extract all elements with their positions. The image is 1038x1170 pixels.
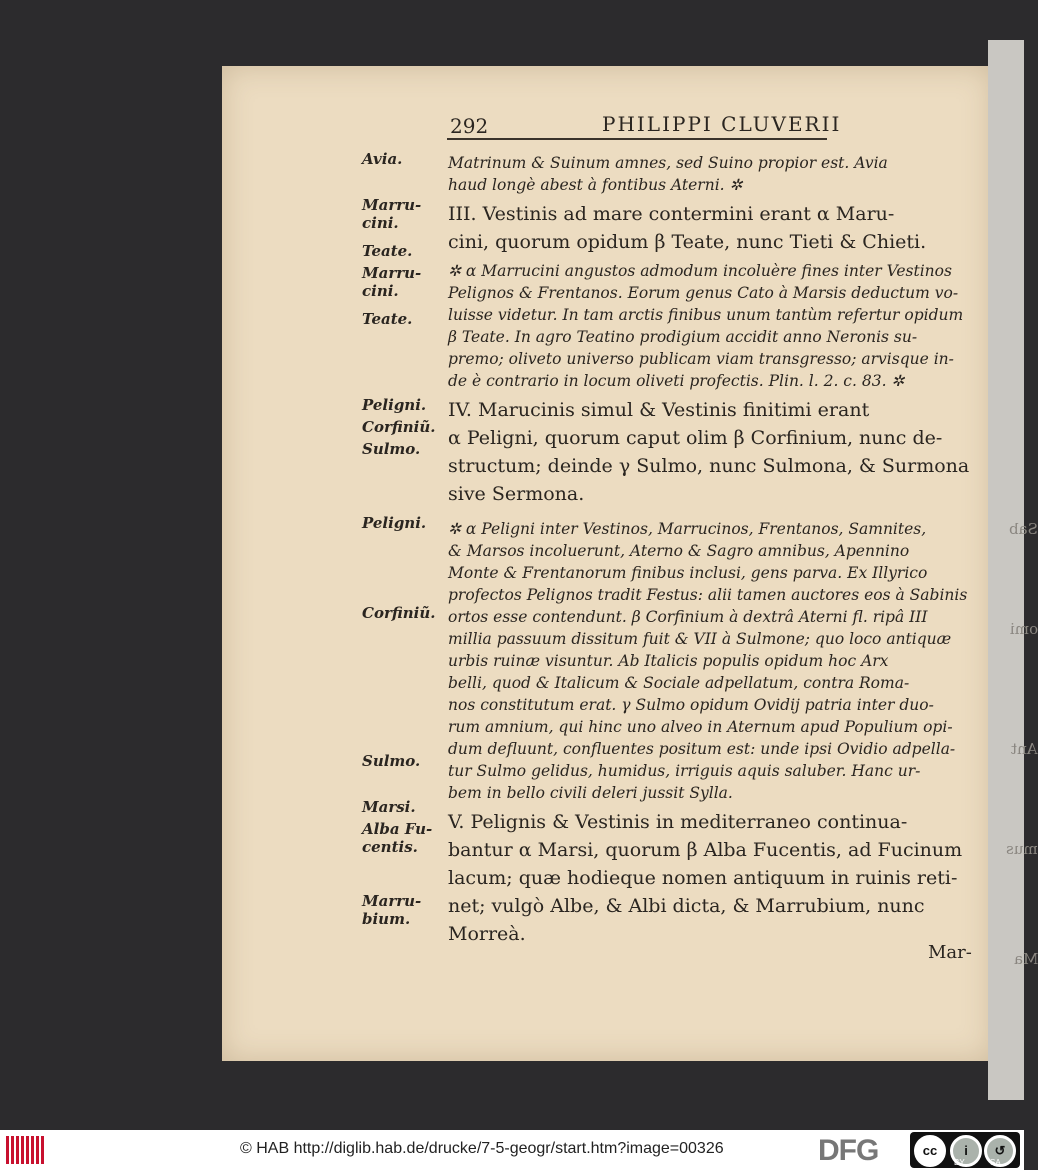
text-line: rum amnium, qui hinc uno alveo in Aternum apud Populium opi-: [448, 718, 953, 736]
text-line: sive Sermona.: [448, 483, 585, 505]
text-line: bem in bello civili deleri jussit Sylla.: [448, 784, 733, 802]
license-by-label: BY: [954, 1158, 965, 1167]
margin-note: Alba Fu- centis.: [362, 820, 433, 856]
text-line: bantur α Marsi, quorum β Alba Fucentis, ad Fucinum: [448, 839, 963, 861]
margin-note: Sulmo.: [362, 440, 421, 458]
margin-note: Peligni.: [362, 514, 427, 532]
facing-page-edge: Sab omi Ant mus Ma: [988, 40, 1024, 1100]
text-line: urbis ruinæ visuntur. Ab Italicis populis opidum hoc Arx: [448, 652, 889, 670]
text-line: structum; deinde γ Sulmo, nunc Sulmona, & Surmona: [448, 455, 970, 477]
margin-note: Peligni.: [362, 396, 427, 414]
margin-note: Teate.: [362, 310, 413, 328]
text-line: IV. Marucinis simul & Vestinis finitimi erant: [448, 399, 870, 421]
margin-note: Sulmo.: [362, 752, 421, 770]
margin-note: Avia.: [362, 150, 403, 168]
text-line: cini, quorum opidum β Teate, nunc Tieti & Chieti.: [448, 231, 927, 253]
dfg-logo[interactable]: DFG: [818, 1134, 879, 1167]
margin-note: Corfiniũ.: [362, 418, 436, 436]
text-line: tur Sulmo gelidus, humidus, irriguis aquis saluber. Hanc ur-: [448, 762, 921, 780]
text-line: Monte & Frentanorum finibus inclusi, gens parva. Ex Illyrico: [448, 564, 928, 582]
cc-icon: cc: [914, 1135, 946, 1167]
text-line: β Teate. In agro Teatino prodigium accidit anno Neronis su-: [448, 328, 918, 346]
margin-note: Marru- cini.: [362, 196, 422, 232]
page-number: 292: [450, 114, 489, 138]
text-line: Morreà.: [448, 923, 526, 945]
text-line: premo; oliveto universo publicam viam transgresso; arvisque in-: [448, 350, 954, 368]
text-line: Matrinum & Suinum amnes, sed Suino propior est. Avia: [448, 154, 888, 172]
text-line: ortos esse contendunt. β Corfinium à dextrâ Aterni fl. ripâ III: [448, 608, 928, 626]
text-line: III. Vestinis ad mare contermini erant α Maru-: [448, 203, 895, 225]
text-line: net; vulgò Albe, & Albi dicta, & Marrubium, nunc: [448, 895, 925, 917]
text-line: luisse videtur. In tam arctis finibus unum tantùm refertur opidum: [448, 306, 964, 324]
text-line: de è contrario in locum oliveti profectis. Plin. l. 2. c. 83. ✲: [448, 372, 905, 390]
text-line: V. Pelignis & Vestinis in mediterraneo continua-: [448, 811, 908, 833]
text-line: & Marsos incoluerunt, Aterno & Sagro amnibus, Apennino: [448, 542, 910, 560]
hab-logo-icon[interactable]: [6, 1136, 46, 1164]
margin-note: Teate.: [362, 242, 413, 260]
text-line: lacum; quæ hodieque nomen antiquum in ruinis reti-: [448, 867, 958, 889]
text-line: belli, quod & Italicum & Sociale adpellatum, contra Roma-: [448, 674, 910, 692]
margin-note: Marsi.: [362, 798, 416, 816]
body-text: [448, 152, 978, 948]
license-sa-label: SA: [990, 1158, 1001, 1167]
running-title: PHILIPPI CLUVERII: [602, 112, 842, 136]
text-line: nos constitutum erat. γ Sulmo opidum Ovidij patria inter duo-: [448, 696, 934, 714]
text-line: millia passuum dissitum fuit & VII à Sulmone; quo loco antiquæ: [448, 630, 952, 648]
catchword: Mar-: [928, 942, 972, 963]
margin-note: Marru- cini.: [362, 264, 422, 300]
text-line: Pelignos & Frentanos. Eorum genus Cato à Marsis deductum vo-: [448, 284, 959, 302]
cc-license-badge[interactable]: [910, 1132, 1020, 1168]
text-line: haud longè abest à fontibus Aterni. ✲: [448, 176, 743, 194]
viewer-footer: [0, 1130, 1024, 1170]
margin-note: Marru- bium.: [362, 892, 422, 928]
copyright-link[interactable]: © HAB http://diglib.hab.de/drucke/7-5-geogr/start.htm?image=00326: [240, 1140, 724, 1157]
margin-note: Corfiniũ.: [362, 604, 436, 622]
text-line: α Peligni, quorum caput olim β Corfinium, nunc de-: [448, 427, 943, 449]
header-rule: [447, 138, 827, 140]
book-page: [222, 66, 992, 1061]
sa-icon: ↺: [984, 1135, 1016, 1167]
text-line: ✲ α Marrucini angustos admodum incoluère fines inter Vestinos: [448, 262, 952, 280]
text-line: dum defluunt, confluentes positum est: unde ipsi Ovidio adpella-: [448, 740, 956, 758]
text-line: ✲ α Peligni inter Vestinos, Marrucinos, Frentanos, Samnites,: [448, 520, 927, 538]
text-line: profectos Pelignos tradit Festus: alii tamen auctores eos à Sabinis: [448, 586, 968, 604]
by-icon: i: [950, 1135, 982, 1167]
